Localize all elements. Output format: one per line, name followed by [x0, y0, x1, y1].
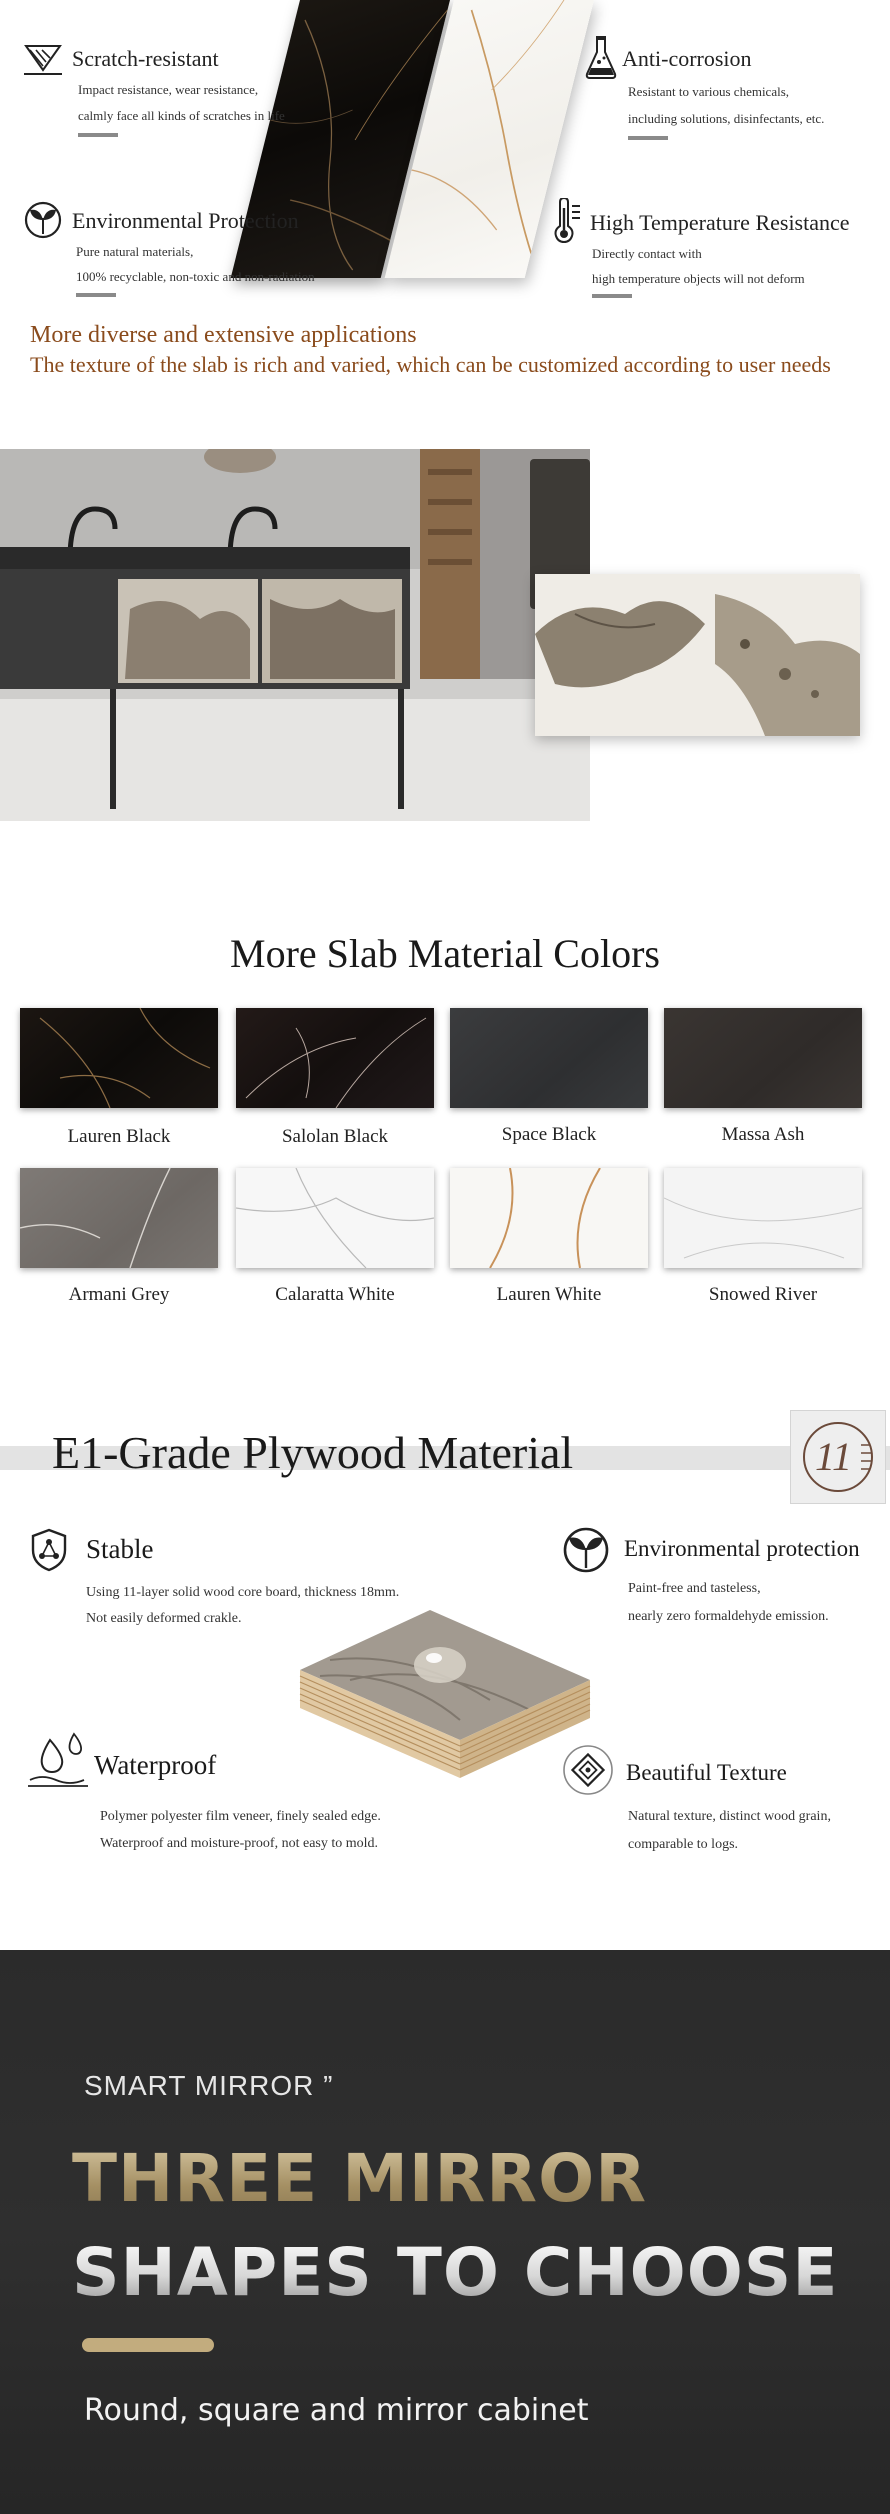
waterproof-desc-line2: Waterproof and moisture-proof, not easy to mold. [100, 1836, 379, 1851]
scratch-desc-line2: calmly face all kinds of scratches in life [78, 108, 285, 123]
pandora-slab-sample [535, 574, 860, 736]
env-desc-line2: nearly zero formaldehyde emission. [628, 1609, 829, 1624]
environmental-protection-title: Environmental protection [624, 1536, 860, 1561]
swatch-space-black [450, 1008, 648, 1108]
bathroom-vanity-photo [0, 449, 590, 821]
mirror-headline-line2: SHAPES TO CHOOSE [72, 2234, 839, 2311]
applications-title: More diverse and extensive applications [30, 322, 417, 348]
colors-title: More Slab Material Colors [230, 931, 660, 976]
temperature-desc-line1: Directly contact with [592, 246, 702, 261]
leaf-icon [22, 200, 64, 240]
brand-logo-text: 11 [815, 1434, 853, 1479]
corrosion-title: Anti-corrosion [622, 46, 752, 71]
temperature-title: High Temperature Resistance [590, 210, 850, 235]
water-drop-icon [26, 1730, 96, 1790]
label-lauren-white: Lauren White [496, 1284, 602, 1305]
swatch-lauren-white [450, 1168, 648, 1268]
swatch-lauren-black [20, 1008, 218, 1108]
environment-desc-line1: Pure natural materials, [76, 244, 194, 259]
corrosion-desc-line2: including solutions, disinfectants, etc. [628, 111, 825, 126]
corrosion-desc-line1: Resistant to various chemicals, [628, 84, 790, 99]
waterproof-desc-line1: Polymer polyester film veneer, finely sealed edge. [100, 1809, 381, 1824]
mirror-subtitle: Round, square and mirror cabinet [84, 2393, 589, 2428]
thermometer-icon [550, 198, 586, 244]
label-salolan-black: Salolan Black [281, 1126, 389, 1147]
texture-desc-line2: comparable to logs. [628, 1837, 739, 1852]
environment-desc-line2: 100% recyclable, non-toxic and non-radiation [76, 269, 315, 284]
stable-desc-line2: Not easily deformed crakle. [86, 1611, 242, 1626]
label-lauren-black: Lauren Black [67, 1126, 171, 1147]
smart-mirror-section [0, 1950, 890, 2514]
mirror-accent-bar [82, 2338, 214, 2352]
stable-title: Stable [86, 1534, 154, 1564]
texture-icon [562, 1744, 614, 1796]
brand-logo [790, 1410, 886, 1504]
temperature-desc-line2: high temperature objects will not deform [592, 271, 805, 286]
mirror-headline-line1: THREE MIRROR [72, 2140, 648, 2217]
applications-subtitle: The texture of the slab is rich and varied, which can be customized according to user needs [30, 352, 831, 377]
environment-accent-bar [76, 293, 116, 297]
swatch-calaratta-white [236, 1168, 434, 1268]
env-desc-line1: Paint-free and tasteless, [628, 1581, 761, 1596]
label-massa-ash: Massa Ash [721, 1124, 805, 1145]
leaf-icon [560, 1526, 612, 1574]
label-space-black: Space Black [501, 1124, 597, 1145]
label-snowed-river: Snowed River [708, 1284, 818, 1305]
texture-desc-line1: Natural texture, distinct wood grain, [628, 1809, 831, 1824]
waterproof-title: Waterproof [94, 1750, 217, 1780]
swatch-massa-ash [664, 1008, 862, 1108]
label-armani-grey: Armani Grey [68, 1284, 170, 1305]
scratch-icon [22, 40, 64, 78]
plywood-board-image [290, 1610, 600, 1790]
swatch-snowed-river [664, 1168, 862, 1268]
environment-title: Environmental Protection [72, 208, 299, 233]
shield-icon [30, 1528, 68, 1572]
scratch-accent-bar [78, 133, 118, 137]
plywood-title: E1-Grade Plywood Material [52, 1427, 574, 1478]
swatch-armani-grey [20, 1168, 218, 1268]
beautiful-texture-title: Beautiful Texture [626, 1760, 787, 1785]
label-calaratta-white: Calaratta White [275, 1284, 395, 1305]
corrosion-accent-bar [628, 136, 668, 140]
flask-icon [584, 34, 618, 82]
stable-desc-line1: Using 11-layer solid wood core board, thickness 18mm. [86, 1585, 400, 1600]
swatch-salolan-black [236, 1008, 434, 1108]
temperature-accent-bar [592, 294, 632, 298]
smart-mirror-kicker: SMART MIRROR ” [84, 2070, 334, 2101]
scratch-title: Scratch-resistant [72, 46, 219, 71]
slab-features-section [0, 0, 890, 300]
scratch-desc-line1: Impact resistance, wear resistance, [78, 82, 259, 97]
